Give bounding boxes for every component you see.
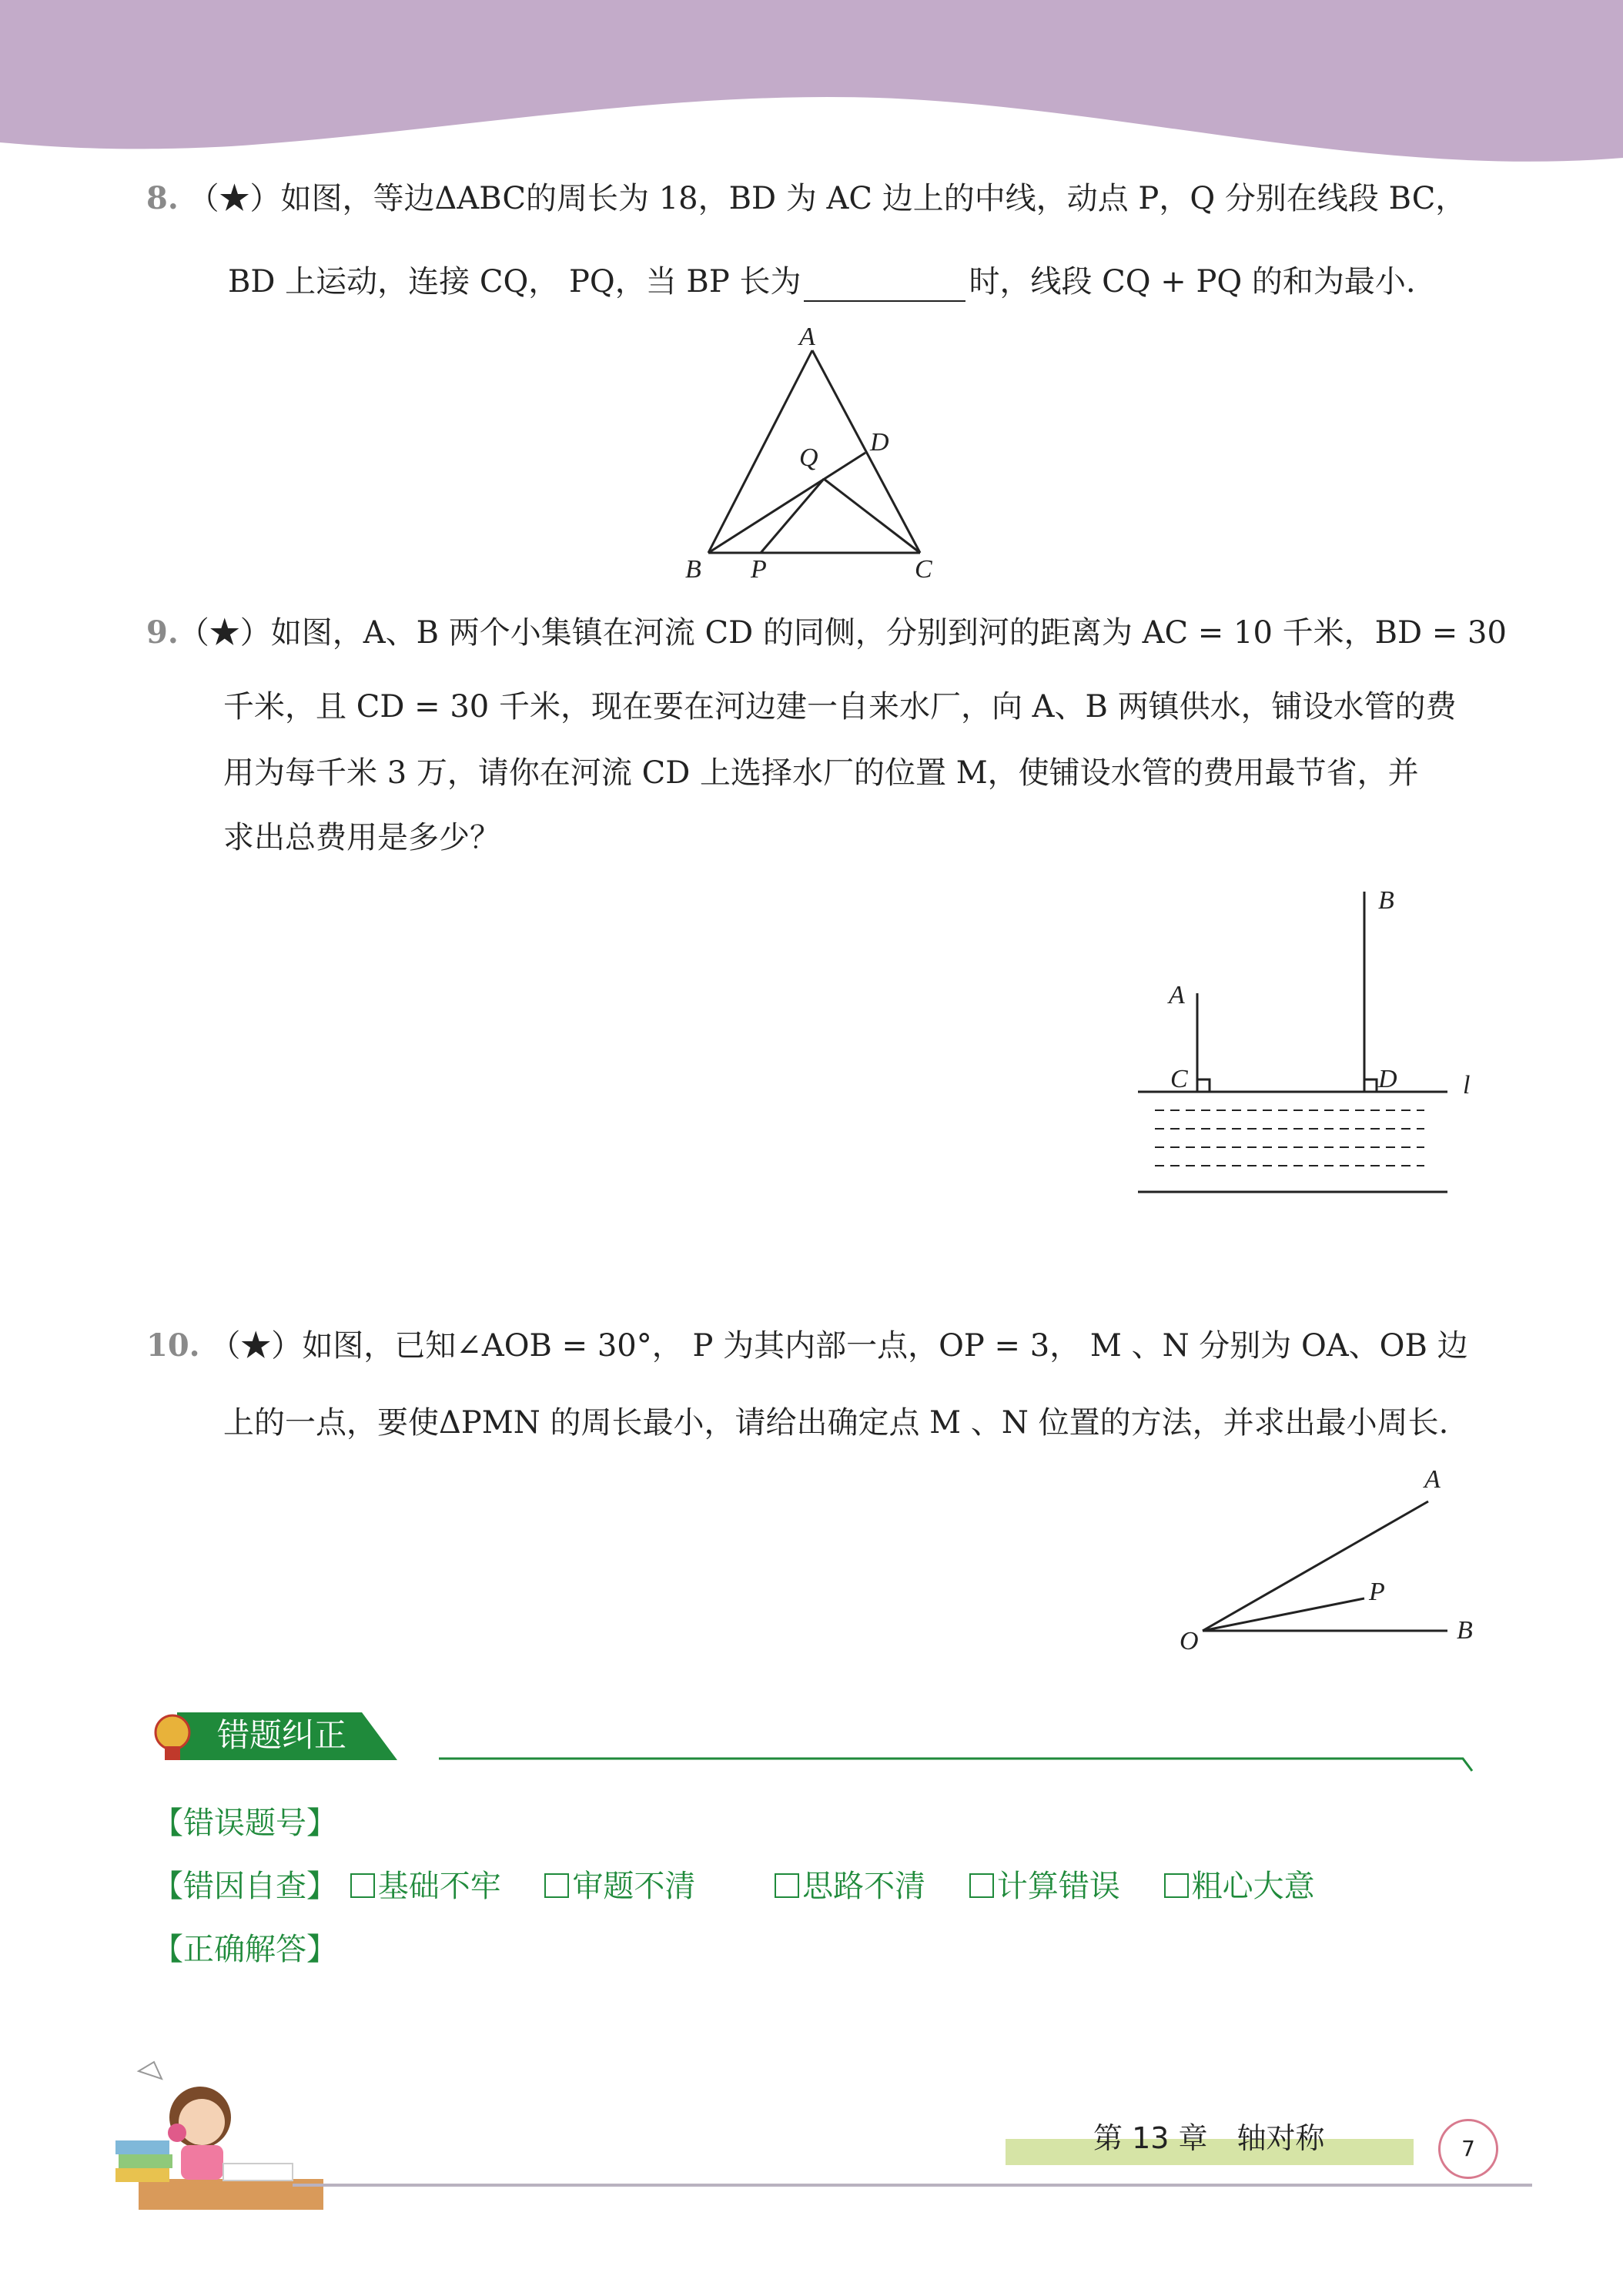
q9-label-D: D <box>1378 1065 1397 1093</box>
checkbox-calculation <box>969 1873 994 1898</box>
self-check-row <box>152 1862 1315 1906</box>
option-calculation[interactable]: 计算错误 <box>969 1869 1120 1904</box>
q9-label-C: C <box>1170 1065 1188 1093</box>
checkbox-thinking <box>775 1873 799 1898</box>
q9-figure-river <box>1124 878 1494 1201</box>
answer-label: 【正确解答】 <box>152 1932 337 1967</box>
option-careless[interactable]: 粗心大意 <box>1164 1869 1315 1904</box>
q10-label-P: P <box>1369 1578 1385 1606</box>
correction-underline <box>431 1748 1478 1779</box>
checkbox-foundation <box>350 1873 375 1898</box>
q8-line2 <box>228 262 1416 302</box>
q8-label-Q: Q <box>799 443 818 472</box>
q8-star: （★） <box>188 181 281 216</box>
footer-line <box>293 2184 1532 2187</box>
q8-label-B: B <box>685 555 701 584</box>
q10-label-A: A <box>1424 1465 1441 1494</box>
q9-line1 <box>146 613 1507 653</box>
option-foundation[interactable]: 基础不牢 <box>350 1869 501 1904</box>
q10-label-O: O <box>1180 1627 1199 1655</box>
q9-text-line1: 如图，A、B 两个小集镇在河流 CD 的同侧，分别到河的距离为 AC = 10 千米，BD = 30 <box>270 615 1507 651</box>
q9-star: （★） <box>178 615 271 651</box>
q8-number: 8. <box>146 180 179 216</box>
q10-figure-angle <box>1163 1455 1501 1671</box>
footer-chapter: 第 13 章 轴对称 <box>1093 2121 1325 2155</box>
q8-label-D: D <box>870 428 889 457</box>
q8-line1 <box>146 179 1466 219</box>
q8-label-A: A <box>799 323 815 351</box>
checkbox-careless <box>1164 1873 1189 1898</box>
student-illustration <box>108 2048 331 2225</box>
header-wave <box>0 0 1623 177</box>
q10-star: （★） <box>209 1328 303 1364</box>
q9-label-B: B <box>1378 886 1394 915</box>
q8-text-line1: 如图，等边ΔABC的周长为 18，BD 为 AC 边上的中线，动点 P，Q 分别在线段 BC， <box>280 181 1467 216</box>
correction-banner-title: 错题纠正 <box>217 1716 347 1754</box>
q10-label-B: B <box>1457 1616 1473 1645</box>
q10-number: 10. <box>146 1327 200 1364</box>
q9-line2: 千米，且 CD = 30 千米，现在要在河边建一自来水厂，向 A、B 两镇供水，铺设水管的费 <box>223 689 1457 725</box>
q10-line2: 上的一点，要使ΔPMN 的周长最小，请给出确定点 M 、N 位置的方法，并求出最小周长. <box>223 1405 1449 1441</box>
checkbox-reading <box>544 1873 569 1898</box>
wrong-number-label: 【错误题号】 <box>152 1806 337 1841</box>
option-thinking[interactable]: 思路不清 <box>775 1869 925 1904</box>
q8-text-line2b: 时，线段 CQ + PQ 的和为最小. <box>969 264 1416 300</box>
q10-text-line1: 如图，已知∠AOB = 30°， P 为其内部一点，OP = 3， M 、N 分别为 OA、OB 边 <box>302 1328 1468 1364</box>
q9-number: 9. <box>146 614 179 651</box>
medal-icon <box>156 1715 189 1749</box>
q8-figure-triangle <box>670 323 955 585</box>
self-check-label: 【错因自查】 <box>152 1869 337 1904</box>
q8-label-C: C <box>915 555 932 584</box>
q10-line1 <box>146 1326 1468 1366</box>
q8-text-line2a: BD 上运动，连接 CQ， PQ，当 BP 长为 <box>228 264 801 300</box>
q9-line4: 求出总费用是多少？ <box>223 820 500 855</box>
q9-line3: 用为每千米 3 万，请你在河流 CD 上选择水厂的位置 M，使铺设水管的费用最节省，并 <box>223 755 1419 791</box>
option-reading[interactable]: 审题不清 <box>544 1869 695 1904</box>
page-number: 7 <box>1438 2119 1498 2179</box>
q8-label-P: P <box>751 555 767 584</box>
q9-label-l: l <box>1463 1071 1471 1099</box>
q9-label-A: A <box>1169 981 1185 1009</box>
q8-answer-blank[interactable] <box>804 274 965 302</box>
